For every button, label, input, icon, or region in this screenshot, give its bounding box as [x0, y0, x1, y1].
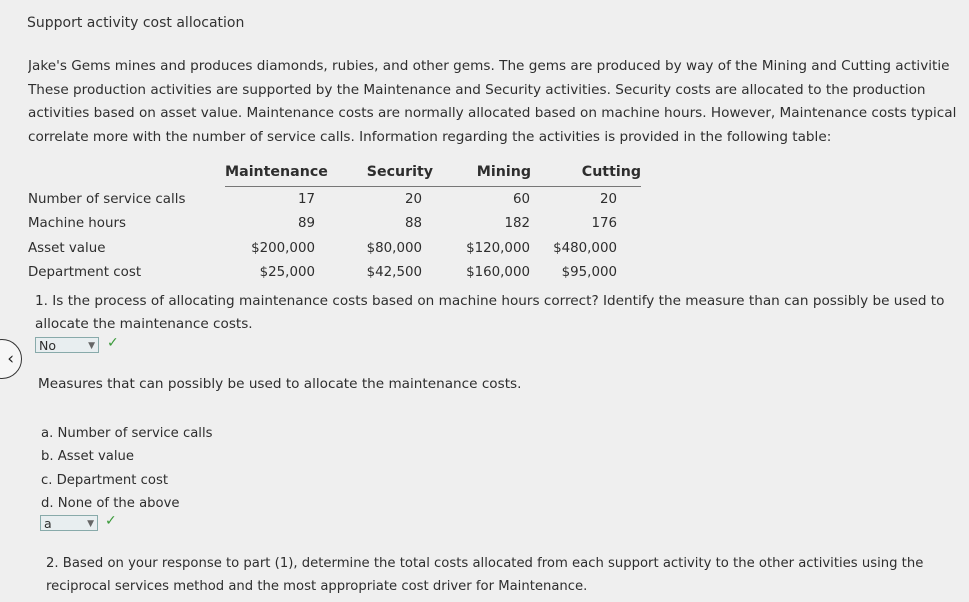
row-label: Department cost — [28, 265, 142, 281]
table-cell: 88 — [404, 216, 422, 232]
table-cell: 89 — [297, 216, 315, 232]
table-row — [28, 261, 641, 286]
check-icon: ✓ — [105, 513, 117, 529]
intro-line: These production activities are supported by the Maintenance and Security activities. Security costs are allocated to the production — [28, 81, 926, 98]
table-cell: 17 — [297, 191, 315, 207]
header-security: Security — [345, 158, 433, 187]
table-row — [28, 212, 641, 237]
answer-1-dropdown[interactable] — [35, 337, 99, 353]
table-row — [28, 187, 641, 212]
table-cell: $160,000 — [466, 265, 530, 281]
intro-paragraph — [28, 55, 969, 149]
intro-line: correlate more with the number of service calls. Information regarding the activities is provided in the following table: — [28, 128, 832, 145]
table-cell: 176 — [591, 216, 617, 232]
table-header-blank — [28, 158, 225, 187]
list-item: c. Department cost — [41, 472, 168, 488]
table-header-row — [28, 158, 641, 187]
table-cell: 182 — [504, 216, 530, 232]
intro-line: Jake's Gems mines and produces diamonds, rubies, and other gems. The gems are produced by way of the Mining and Cutting activitie — [28, 58, 950, 74]
intro-line: activities based on asset value. Maintenance costs are normally allocated based on machine hours. However, Maintenance costs typical — [28, 105, 957, 121]
table-row — [28, 236, 641, 261]
answer-1-value: No — [39, 338, 56, 353]
row-label: Asset value — [28, 240, 106, 256]
row-label: Number of service calls — [28, 191, 186, 207]
table-cell: $480,000 — [553, 240, 617, 256]
check-icon: ✓ — [107, 335, 119, 351]
table-cell: $80,000 — [366, 240, 422, 256]
list-item: d. None of the above — [41, 495, 180, 511]
list-item: a. Number of service calls — [41, 426, 213, 441]
chevron-left-icon: ‹ — [7, 349, 14, 369]
table-cell: 20 — [599, 191, 617, 207]
collapse-sidebar-button[interactable] — [0, 339, 22, 379]
table-cell: $200,000 — [251, 240, 315, 256]
table-cell: $42,500 — [366, 265, 422, 281]
table-cell: 20 — [404, 191, 422, 207]
answer-2-dropdown[interactable] — [40, 515, 98, 531]
answer-2-value: a — [44, 516, 52, 531]
question-1: 1. Is the process of allocating maintenance costs based on machine hours correct? Identify the measure than can possibly be used to allocate the maintenance costs. — [35, 293, 945, 332]
options-list — [41, 422, 213, 515]
table-cell: $95,000 — [561, 265, 617, 281]
table-cell: $25,000 — [259, 265, 315, 281]
header-cutting: Cutting — [531, 158, 641, 187]
header-mining: Mining — [433, 158, 531, 187]
table-cell: 60 — [512, 191, 530, 207]
table-cell: $120,000 — [466, 240, 530, 256]
header-maintenance: Maintenance — [225, 158, 345, 187]
row-label: Machine hours — [28, 216, 126, 232]
measures-label: Measures that can possibly be used to allocate the maintenance costs. — [38, 376, 522, 392]
page-title: Support activity cost allocation — [27, 15, 245, 31]
list-item: b. Asset value — [41, 449, 135, 465]
activity-table — [28, 158, 641, 285]
chevron-down-icon: ▼ — [88, 341, 95, 351]
chevron-down-icon: ▼ — [87, 519, 94, 529]
question-2: 2. Based on your response to part (1), determine the total costs allocated from each support activity to the other activities using the reciprocal services method and the most appropriate cost driver for Maintenance. — [46, 556, 924, 594]
